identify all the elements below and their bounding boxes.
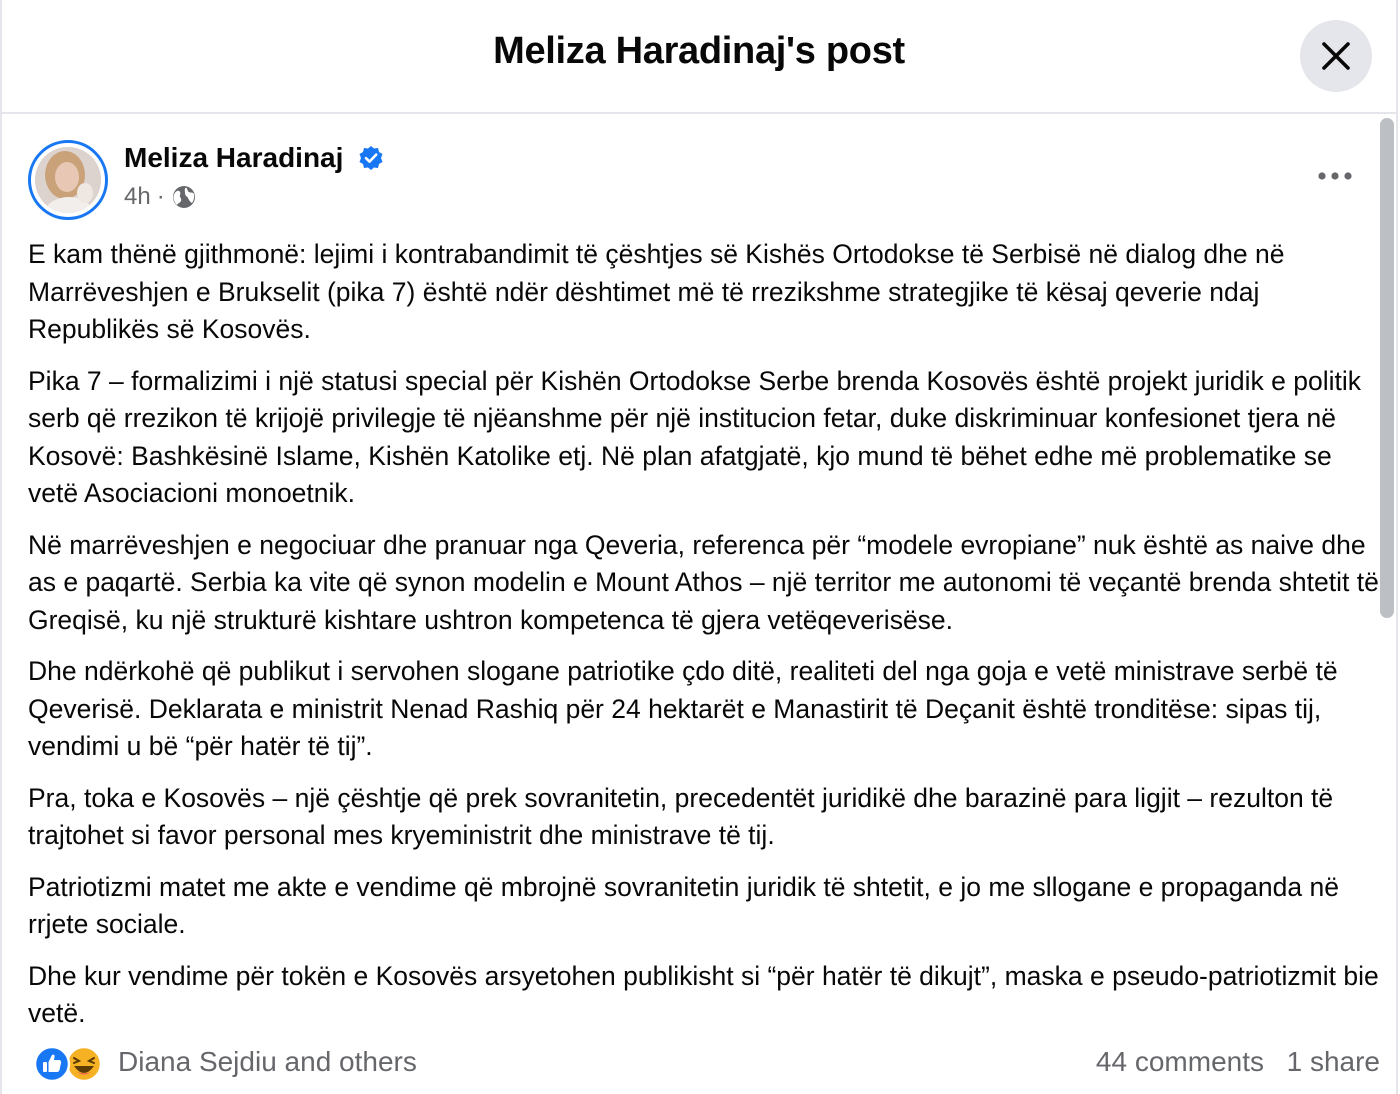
author-name[interactable]: Meliza Haradinaj (124, 142, 344, 173)
reactors-link[interactable]: Diana Sejdiu and others (118, 1046, 417, 1077)
post-paragraph: Pika 7 – formalizimi i një statusi special për Kishën Ortodokse Serbe brenda Kosovës është projekt juridik e politik serb që rrezikon të krijojë privilegje të njëanshme për një institucion fetar, duke diskriminuar konfesionet tjera në Kosovë: Bashkësinë Islame, Kishën Katolike etj. Në plan afatgjatë, kjo mund të bëhet edhe më problematike se vetë Asociacioni monoetnik. (28, 365, 1362, 508)
verified-badge-icon (358, 145, 384, 171)
post-paragraph: Dhe ndërkohë që publikut i servohen slogane patriotike çdo ditë, realiteti del nga goja e vetë ministrave serbë të Qeverisë. Deklarata e ministrit Nenad Rashiq për 24 hektarët e Manastirit të Deçanit është tronditëse: sipas tij, vendimi u bë “për hatër të tij”. (28, 656, 1338, 761)
comments-count-link[interactable]: 44 comments (1095, 1046, 1264, 1077)
close-icon (1320, 40, 1352, 72)
author-avatar[interactable] (28, 140, 108, 220)
post-text (28, 236, 1380, 1047)
scrollbar[interactable] (1380, 118, 1394, 618)
globe-icon (171, 184, 197, 210)
post-paragraph: Patriotizmi matet me akte e vendime që mbrojnë sovranitetin juridik të shtetit, e jo me sllogane e propaganda në rrjete sociale. (28, 871, 1339, 939)
haha-reaction-icon (67, 1047, 101, 1081)
avatar-photo (35, 147, 101, 213)
shares-count-link[interactable]: 1 share (1286, 1046, 1380, 1077)
meta-separator: · (156, 183, 165, 210)
close-button[interactable] (1300, 20, 1372, 92)
post-paragraph: Pra, toka e Kosovës – një çështje që prek sovranitetin, precedentët juridikë dhe barazinë para ligjit – rezulton të trajtohet si favor personal mes kryeministrit dhe ministrave të tij. (28, 782, 1334, 850)
post-paragraph: E kam thënë gjithmonë: lejimi i kontrabandimit të çështjes së Kishës Ortodokse të Serbisë në dialog dhe në Marrëveshjen e Brukselit (pika 7) është ndër dështimet më të rrezikshme strategjike të kësaj qeverie ndaj Republikës së Kosovës. (28, 239, 1285, 344)
post-footer (28, 1040, 1380, 1088)
reactions-summary[interactable] (32, 1044, 102, 1084)
more-options-icon (1316, 158, 1356, 194)
post-time[interactable]: 4h (124, 183, 151, 210)
like-reaction-icon (35, 1047, 69, 1081)
dialog-header (2, 0, 1396, 114)
post-meta (124, 183, 197, 211)
post-paragraph: Në marrëveshjen e negociuar dhe pranuar nga Qeveria, referenca për “modele evropiane” nuk është as naive dhe as e paqartë. Serbia ka vite që synon modelin e Mount Athos – një territor me autonomi të veçantë brenda shtetit të Greqisë, ku një strukturë kishtare ushtron kompetenca të gjera vetëqeverisëse. (28, 529, 1379, 635)
more-options-button[interactable] (1316, 158, 1356, 194)
dialog-title: Meliza Haradinaj's post (493, 30, 905, 72)
post-paragraph: Dhe kur vendime për tokën e Kosovës arsyetohen publikisht si “për hatër të dikujt”, maska e pseudo-patriotizmit bie vetë. (28, 960, 1379, 1028)
